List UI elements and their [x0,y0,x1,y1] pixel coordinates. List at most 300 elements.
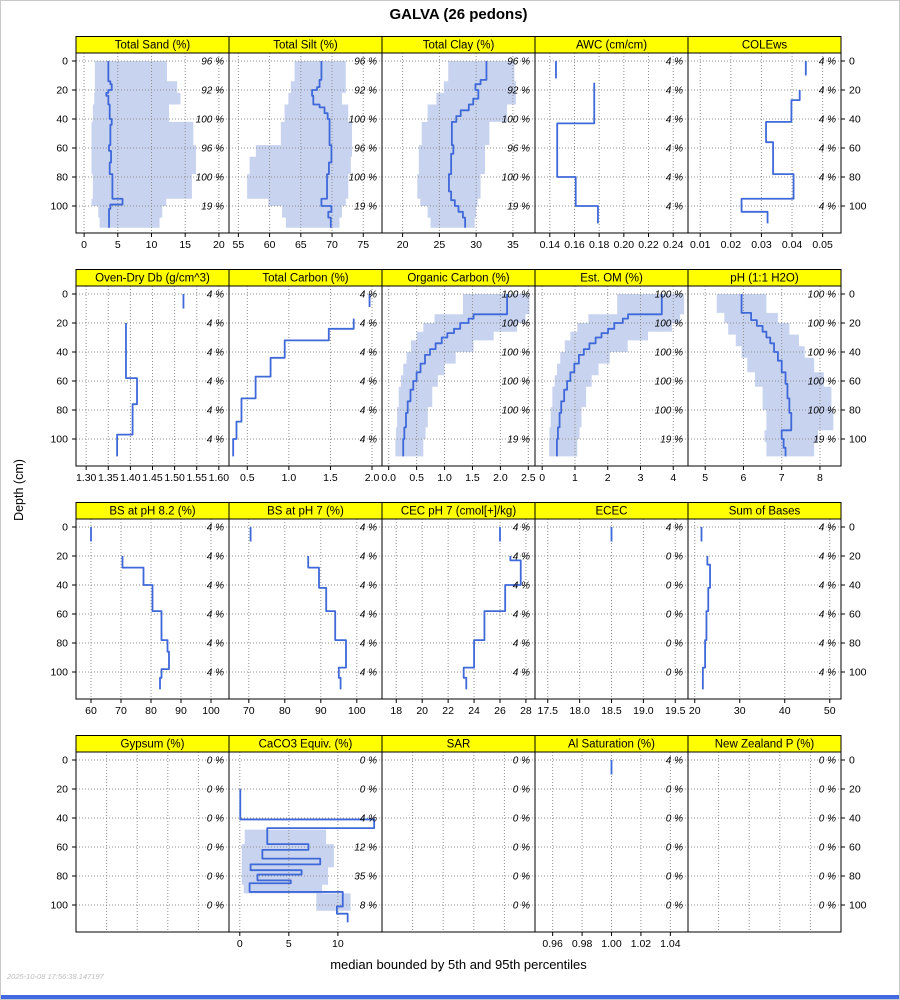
panel-gypsum [50,736,229,933]
depth-tick-label: 100 [849,666,867,679]
x-tick-label: 90 [314,705,327,717]
percent-label: 0 % [359,755,377,767]
panel-title: Al Saturation (%) [568,738,655,751]
x-tick-label: 0.22 [638,239,659,251]
percent-label: 0 % [818,784,836,796]
percent-label: 100 % [807,347,836,359]
x-tick-label: 2 [604,472,611,484]
x-tick-label: 10 [332,938,344,950]
x-tick-label: 100 [348,705,366,717]
x-tick-label: 30 [470,239,482,251]
depth-tick-label: 20 [849,783,861,796]
percent-label: 4 % [359,638,377,650]
depth-tick-label: 0 [849,521,855,534]
percent-label: 100 % [654,405,683,417]
x-tick-label: 0.24 [662,239,684,251]
depth-tick-label: 20 [849,317,861,330]
percent-label: 100 % [807,318,836,330]
percent-label: 0 % [665,580,683,592]
percent-label: 4 % [818,580,836,592]
depth-tick-label: 0 [849,754,855,767]
depth-tick-label: 20 [56,317,68,330]
x-tick-label: 70 [242,705,255,717]
percent-label: 0 % [206,871,224,883]
panel-organic-carbon [381,270,535,485]
x-tick-label: 18.5 [601,705,622,717]
percent-label: 96 % [201,56,224,68]
percent-label: 4 % [818,638,836,650]
percent-label: 4 % [359,609,377,621]
panel-title: CaCO3 Equiv. (%) [258,738,353,751]
percent-label: 4 % [206,522,224,534]
panel-title: Total Carbon (%) [262,272,349,285]
x-tick-label: 2.0 [493,472,508,484]
percent-label: 19 % [354,201,377,213]
x-tick-label: 2.5 [520,472,536,484]
percent-label: 4 % [206,580,224,592]
x-tick-label: 1.45 [142,472,163,484]
x-tick-label: 25 [433,239,446,251]
percent-label: 100 % [501,318,530,330]
percent-label: 4 % [359,667,377,679]
x-tick-label: 19.5 [665,705,686,717]
percent-label: 8 % [359,900,377,912]
x-tick-label: 1.40 [120,472,141,484]
x-tick-label: 1.60 [208,472,230,484]
percent-label: 4 % [818,551,836,563]
percent-label: 4 % [206,609,224,621]
x-tick-label: 0.02 [720,239,742,251]
depth-tick-label: 60 [56,608,68,621]
x-tick-label: 5 [114,239,121,251]
x-tick-label: 0.05 [812,239,833,251]
x-tick-label: 24 [468,705,480,717]
panel-bs-at-ph-8-2 [50,503,229,718]
percent-label: 0 % [665,609,683,621]
x-tick-label: 70 [115,705,127,717]
x-tick-label: 0.16 [564,239,585,251]
depth-tick-label: 80 [56,404,68,417]
percent-label: 4 % [665,114,683,126]
percent-label: 0 % [665,551,683,563]
depth-tick-label: 60 [56,841,68,854]
depth-tick-label: 100 [50,433,68,446]
x-tick-label: 55 [232,239,245,251]
depth-tick-label: 0 [62,55,68,68]
x-tick-label: 15 [179,239,192,251]
percent-label: 19 % [201,201,224,213]
percent-label: 4 % [359,347,377,359]
percent-label: 4 % [206,551,224,563]
panel-title: pH (1:1 H2O) [730,272,799,285]
x-tick-label: 0 [236,938,243,950]
x-tick-label: 20 [688,705,701,717]
x-tick-label: 6 [740,472,747,484]
x-tick-label: 0 [81,239,88,251]
depth-tick-label: 40 [56,346,68,359]
panel-title: New Zealand P (%) [714,738,815,751]
panel-title: Gypsum (%) [120,738,185,751]
x-tick-label: 4 [670,472,677,484]
x-tick-label: 1.02 [630,938,652,950]
panel-ph-1-1-h2o [688,270,867,485]
x-tick-label: 17.5 [537,705,558,717]
panel-title: Organic Carbon (%) [407,272,510,285]
percent-label: 0 % [512,813,530,825]
percent-label: 100 % [807,405,836,417]
x-tick-label: 1.0 [281,472,297,484]
panel-title: CEC pH 7 (cmol[+]/kg) [400,505,517,518]
panel-ecec [535,503,688,718]
percent-label: 0 % [512,871,530,883]
depth-tick-label: 40 [56,812,68,825]
depth-tick-label: 60 [56,142,68,155]
depth-tick-label: 80 [849,171,861,184]
x-tick-label: 0.14 [539,239,561,251]
percent-label: 0 % [665,842,683,854]
depth-tick-label: 0 [849,55,855,68]
panel-total-sand [50,37,229,252]
panel-title: BS at pH 8.2 (%) [109,505,196,518]
panel-oven-dry-db-g-cm-3 [50,270,229,485]
percent-label: 4 % [818,114,836,126]
percent-label: 4 % [818,56,836,68]
depth-tick-label: 60 [849,841,861,854]
x-tick-label: 20 [416,705,429,717]
x-tick-label: 0.04 [781,239,803,251]
percent-label: 0 % [206,813,224,825]
x-tick-label: 60 [85,705,97,717]
percent-label: 4 % [206,434,224,446]
x-tick-label: 1.00 [601,938,622,950]
percent-label: 4 % [512,609,530,621]
x-tick-label: 70 [326,239,338,251]
depth-tick-label: 60 [56,375,68,388]
percent-label: 4 % [206,667,224,679]
percent-label: 96 % [507,143,530,155]
percent-label: 100 % [807,289,836,301]
percent-label: 0 % [818,813,836,825]
x-tick-label: 3 [637,472,644,484]
percent-label: 0 % [818,871,836,883]
panel-sum-of-bases [688,503,867,718]
x-tick-label: 50 [823,705,836,717]
percent-label: 0 % [206,755,224,767]
percent-label: 96 % [201,143,224,155]
panel-new-zealand-p [688,736,867,933]
profile-row-2 [1,269,900,489]
timestamp: 2025-10-08 17:56:38.147197 [7,972,104,981]
x-tick-label: 80 [278,705,291,717]
depth-tick-label: 100 [849,433,867,446]
percent-label: 100 % [501,376,530,388]
x-tick-label: 1.30 [75,472,97,484]
percent-label: 0 % [206,842,224,854]
x-tick-label: 1.35 [98,472,119,484]
percent-label: 92 % [354,85,377,97]
percent-label: 4 % [665,85,683,97]
percent-label: 4 % [206,347,224,359]
x-tick-label: 0.5 [409,472,424,484]
panel-est-om [535,270,688,485]
x-tick-label: 22 [442,705,454,717]
depth-tick-label: 0 [849,288,855,301]
percent-label: 100 % [348,172,377,184]
depth-tick-label: 60 [849,375,861,388]
depth-tick-label: 40 [849,579,861,592]
x-tick-label: 0.96 [542,938,563,950]
x-tick-label: 100 [202,705,220,717]
depth-tick-label: 80 [849,870,861,883]
x-tick-label: 28 [520,705,532,717]
panel-total-silt [229,37,382,252]
y-axis-label: Depth (cm) [12,459,26,521]
percent-label: 19 % [507,434,530,446]
percent-label: 4 % [359,376,377,388]
panel-awc-cm-cm [535,37,688,252]
x-tick-label: 5 [285,938,292,950]
panel-title: AWC (cm/cm) [575,39,648,52]
panel-title: Sum of Bases [728,505,801,518]
x-tick-label: 0.5 [239,472,255,484]
percent-label: 4 % [359,405,377,417]
x-tick-label: 2.0 [364,472,380,484]
caption: median bounded by 5th and 95th percentiles [330,957,587,972]
percent-label: 19 % [813,434,836,446]
percent-label: 4 % [359,318,377,330]
panel-title: BS at pH 7 (%) [267,505,344,518]
percent-label: 4 % [512,638,530,650]
percent-label: 4 % [818,172,836,184]
percent-label: 100 % [501,347,530,359]
x-tick-label: 90 [175,705,187,717]
panel-title: SAR [446,738,471,751]
panel-total-clay [382,37,535,252]
percent-label: 4 % [512,551,530,563]
panel-bs-at-ph-7 [229,503,382,718]
percent-label: 100 % [654,289,683,301]
percent-label: 4 % [665,201,683,213]
x-tick-label: 1.0 [437,472,452,484]
depth-tick-label: 0 [62,754,68,767]
percent-label: 4 % [665,172,683,184]
percent-label: 96 % [507,56,530,68]
percent-label: 4 % [359,434,377,446]
x-tick-label: 1.5 [465,472,480,484]
depth-tick-label: 20 [56,783,68,796]
percent-label: 92 % [201,85,224,97]
x-tick-label: 80 [145,705,157,717]
depth-tick-label: 20 [56,84,68,97]
percent-label: 4 % [818,201,836,213]
percent-label: 4 % [665,143,683,155]
depth-tick-label: 80 [56,637,68,650]
percent-label: 0 % [818,842,836,854]
percent-label: 0 % [818,900,836,912]
panel-title: ECEC [595,505,628,518]
x-tick-label: 0.18 [588,239,610,251]
percent-label: 100 % [501,289,530,301]
depth-tick-label: 100 [50,200,68,213]
percent-label: 4 % [818,667,836,679]
percent-label: 100 % [501,405,530,417]
percent-label: 19 % [507,201,530,213]
depth-tick-label: 40 [849,812,861,825]
x-tick-label: 1 [572,472,578,484]
percent-label: 4 % [665,755,683,767]
profile-row-1 [1,36,900,256]
x-tick-label: 18 [390,705,403,717]
panel-sar [382,736,535,933]
depth-tick-label: 80 [849,637,861,650]
percent-label: 4 % [818,85,836,97]
percent-label: 100 % [501,114,530,126]
x-tick-label: 0.98 [571,938,593,950]
percent-label: 0 % [206,900,224,912]
x-tick-label: 75 [357,239,370,251]
x-tick-label: 20 [396,239,409,251]
x-tick-label: 60 [263,239,276,251]
x-tick-label: 40 [778,705,791,717]
percent-label: 100 % [195,114,224,126]
depth-tick-label: 80 [849,404,861,417]
x-tick-label: 0.03 [751,239,772,251]
depth-tick-label: 40 [56,579,68,592]
x-tick-label: 1.5 [323,472,338,484]
depth-tick-label: 40 [849,346,861,359]
percent-label: 4 % [359,813,377,825]
depth-tick-label: 0 [62,288,68,301]
percent-label: 0 % [512,842,530,854]
x-tick-label: 65 [294,239,307,251]
depth-tick-label: 20 [849,550,861,563]
panel-title: Total Sand (%) [114,39,191,52]
panel-total-carbon [229,270,382,485]
page-title: GALVA (26 pedons) [389,6,528,23]
percent-label: 4 % [359,551,377,563]
panel-title: Oven-Dry Db (g/cm^3) [95,272,210,285]
panel-title: Total Clay (%) [422,39,495,52]
x-tick-label: 1.50 [164,472,185,484]
percent-label: 4 % [665,56,683,68]
bottom-accent-bar [1,995,899,999]
percent-label: 0 % [206,784,224,796]
percent-label: 100 % [807,376,836,388]
percent-label: 4 % [512,522,530,534]
percent-label: 0 % [665,638,683,650]
x-tick-label: 1.55 [186,472,207,484]
percent-label: 100 % [654,347,683,359]
percent-label: 100 % [501,172,530,184]
percent-label: 0 % [512,755,530,767]
percent-label: 4 % [359,522,377,534]
depth-tick-label: 100 [50,899,68,912]
depth-tick-label: 100 [50,666,68,679]
depth-tick-label: 100 [849,200,867,213]
panel-title: Est. OM (%) [580,272,643,285]
percent-label: 96 % [354,143,377,155]
depth-tick-label: 60 [849,608,861,621]
percent-label: 0 % [665,871,683,883]
x-tick-label: 0.01 [690,239,711,251]
panel-al-saturation [535,736,688,951]
x-tick-label: 1.04 [660,938,681,950]
depth-tick-label: 40 [849,113,861,126]
depth-tick-label: 0 [62,521,68,534]
x-tick-label: 0 [539,472,546,484]
percent-label: 0 % [665,667,683,679]
percent-label: 4 % [818,143,836,155]
percent-label: 4 % [512,580,530,592]
percent-label: 96 % [354,56,377,68]
percent-label: 0 % [665,900,683,912]
depth-tick-label: 60 [849,142,861,155]
panel-colews [688,37,867,252]
x-tick-label: 7 [778,472,785,484]
profile-row-4 [1,735,900,955]
panel-cec-ph-7-cmol-kg [382,503,535,718]
x-tick-label: 10 [145,239,158,251]
depth-tick-label: 80 [56,870,68,883]
percent-label: 92 % [507,85,530,97]
percent-label: 0 % [665,813,683,825]
depth-tick-label: 40 [56,113,68,126]
percent-label: 35 % [354,871,377,883]
percent-label: 0 % [359,784,377,796]
x-tick-label: 30 [733,705,746,717]
percent-label: 4 % [359,580,377,592]
profile-row-3 [1,502,900,722]
percent-label: 100 % [348,114,377,126]
x-tick-label: 8 [817,472,823,484]
x-tick-label: 0.0 [381,472,397,484]
percent-label: 100 % [654,376,683,388]
percent-label: 4 % [206,318,224,330]
panel-title: COLEws [741,39,788,52]
percent-label: 19 % [660,434,683,446]
percent-label: 0 % [665,784,683,796]
percent-label: 0 % [512,900,530,912]
x-tick-label: 20 [213,239,225,251]
depth-tick-label: 80 [56,171,68,184]
percent-label: 4 % [512,667,530,679]
x-tick-label: 5 [702,472,709,484]
percent-label: 4 % [818,609,836,621]
x-tick-label: 19.0 [633,705,654,717]
percent-label: 0 % [512,784,530,796]
percent-label: 4 % [206,289,224,301]
x-tick-label: 26 [494,705,506,717]
percent-label: 4 % [206,638,224,650]
percent-label: 100 % [195,172,224,184]
percent-label: 4 % [359,289,377,301]
depth-tick-label: 100 [849,899,867,912]
percent-label: 12 % [354,842,377,854]
depth-tick-label: 20 [56,550,68,563]
percent-label: 4 % [665,522,683,534]
percent-label: 4 % [818,522,836,534]
percent-label: 4 % [206,376,224,388]
depth-tick-label: 20 [849,84,861,97]
x-tick-label: 0.20 [613,239,635,251]
percent-label: 0 % [818,755,836,767]
panel-title: Total Silt (%) [273,39,338,52]
percent-label: 100 % [654,318,683,330]
panel-caco3-equiv [229,736,382,951]
x-tick-label: 35 [507,239,519,251]
percent-label: 4 % [206,405,224,417]
x-tick-label: 18.0 [569,705,590,717]
